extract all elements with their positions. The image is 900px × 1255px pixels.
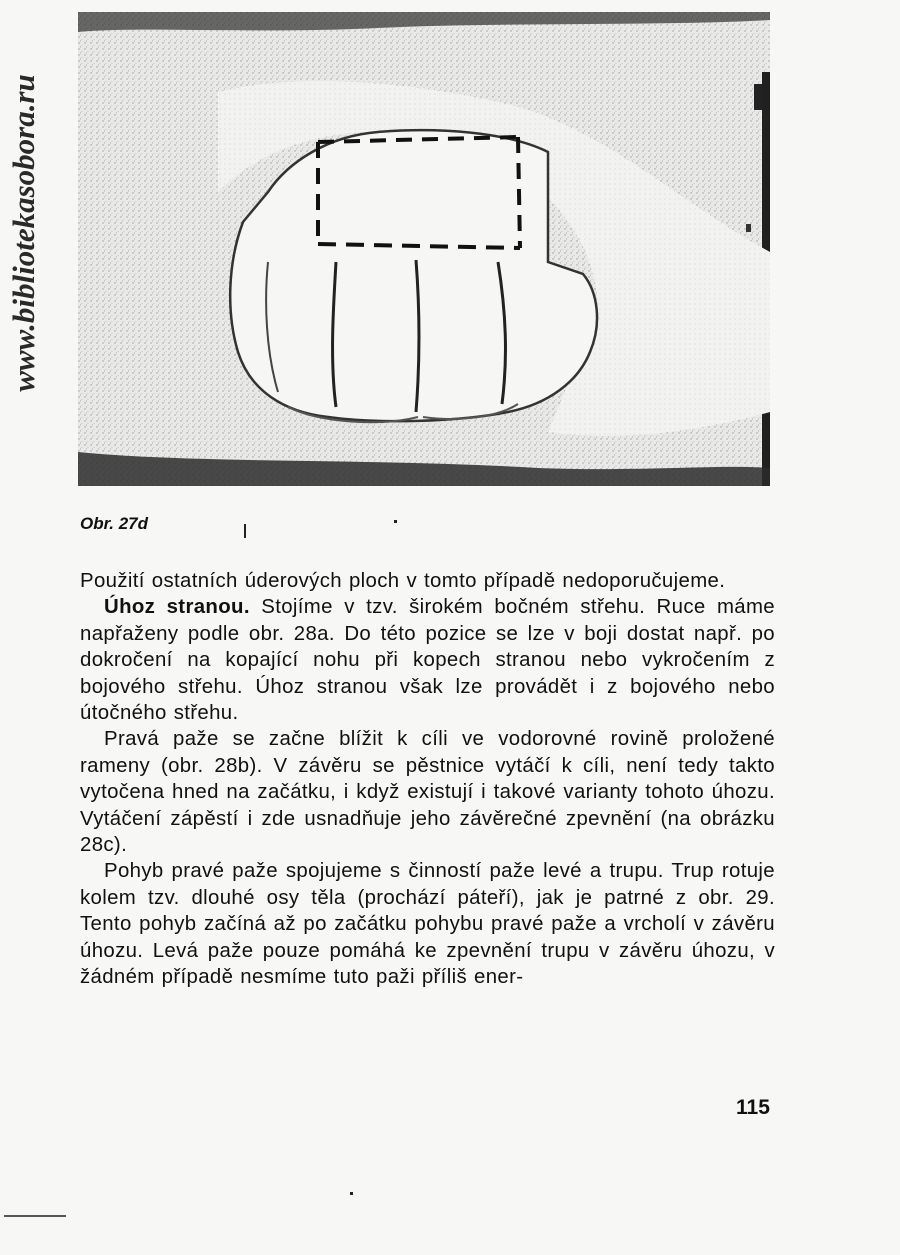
section-heading: Úhoz stranou. [104,596,250,619]
print-mark [244,524,246,538]
paragraph [80,568,775,594]
page-number: 115 [736,1096,770,1119]
print-mark [350,1192,353,1195]
paragraph-text: Pohyb pravé paže spojujeme s činností paže levé a trupu. Trup rotuje kolem tzv. dlouhé osy těla (prochází páteří), jak je patrné z obr. 29. Tento pohyb začíná až po začátku pohybu pravé paže a vrcholí v závěru úhozu. Levá paže pouze pomáhá ke zpevnění trupu v závěru úhozu, v žádném případě nesmíme tuto paži příliš ener- [80,860,775,989]
fist-illustration [78,12,770,486]
figure-caption: Obr. 27d [80,514,149,533]
body-text [80,568,775,991]
watermark [2,18,46,448]
paragraph [80,594,775,726]
paragraph-text: Pravá paže se začne blížit k cíli ve vodorovné rovině proložené rameny (obr. 28b). V závěru se pěstnice vytáčí k cíli, není tedy takto vytočena hned na začátku, i když existují i takové varianty tohoto úhozu. Vytáčení zápěstí i zde usnadňuje jeho závěrečné zpevnění (na obrázku 28c). [80,728,775,857]
figure-photo [78,12,770,486]
print-mark [394,520,397,523]
print-mark [4,1215,66,1217]
paragraph-text: Stojíme v tzv. širokém bočném střehu. Ruce máme napřaženy podle obr. 28a. Do této pozice se lze v boji dostat např. po dokročení na kopající nohu při kopech stranou nebo vykročením z bojového střehu. Úhoz stranou však lze provádět i z bojového nebo útočného střehu. [80,596,775,725]
paragraph-text: Použití ostatních úderových ploch v tomto případě nedoporučujeme. [80,570,726,592]
paragraph [80,858,775,990]
paragraph [80,726,775,858]
watermark-text: www.bibliotekasobora.ru [6,74,41,392]
fist-shape [230,130,597,421]
